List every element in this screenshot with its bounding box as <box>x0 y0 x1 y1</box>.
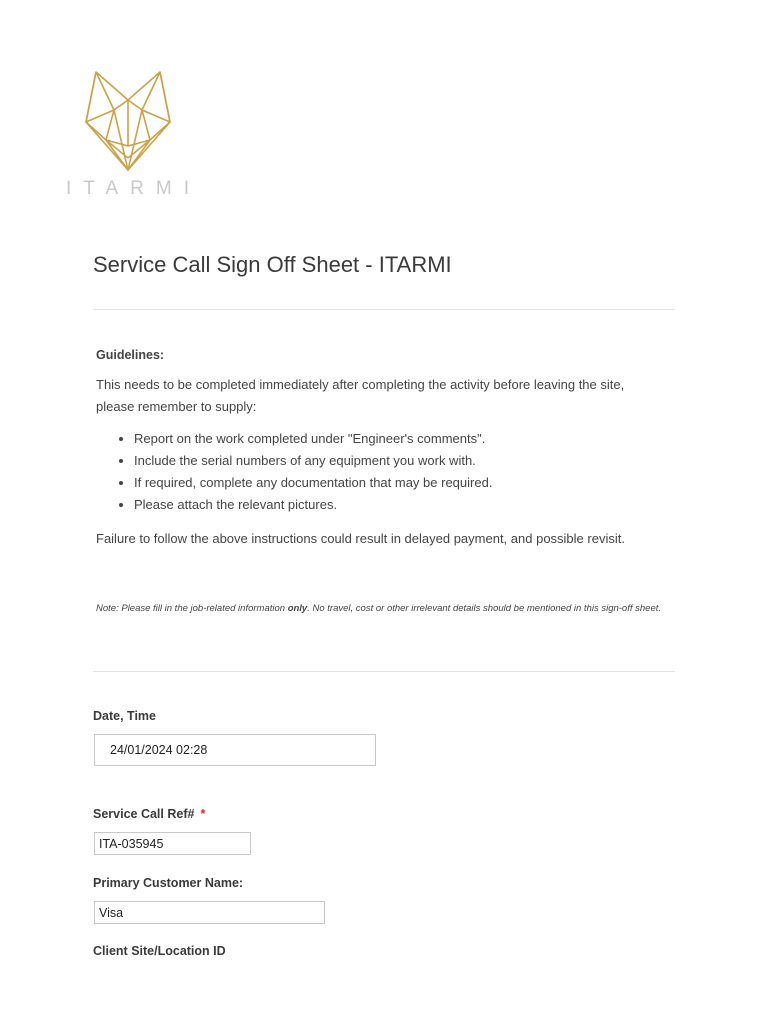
required-mark: * <box>200 807 206 821</box>
guidelines-title: Guidelines: <box>96 348 165 362</box>
guideline-item: • Please attach the relevant pictures. <box>134 494 666 516</box>
datetime-input[interactable] <box>94 734 376 766</box>
customer-name-input[interactable] <box>94 901 325 924</box>
guideline-item: • Report on the work completed under "Engineer's comments". <box>134 428 666 450</box>
note-text <box>96 598 666 620</box>
wolf-logo-icon <box>66 70 190 174</box>
note-before: Note: Please fill in the job-related information <box>96 603 288 614</box>
guidelines-intro: This needs to be completed immediately after completing the activity before leaving the site, please remember to supply: <box>96 377 625 414</box>
note-emphasis: only <box>287 603 308 614</box>
site-location-label: Client Site/Location ID <box>93 944 226 958</box>
logo-wordmark: ITARMI <box>66 178 201 199</box>
datetime-label: Date, Time <box>93 709 156 723</box>
note-after: . No travel, cost or other irrelevant details should be mentioned in this sign-off sheet. <box>307 603 662 614</box>
guideline-item: • Include the serial numbers of any equipment you work with. <box>134 450 666 472</box>
customer-name-label: Primary Customer Name: <box>93 876 244 890</box>
guidelines-warning: Failure to follow the above instructions could result in delayed payment, and possible revisit. <box>96 531 625 546</box>
service-ref-label <box>93 807 205 821</box>
section-divider <box>93 671 675 672</box>
guidelines-section <box>96 344 666 550</box>
service-ref-label-text: Service Call Ref# <box>93 807 195 821</box>
guidelines-list <box>96 428 666 516</box>
service-ref-input[interactable] <box>94 832 251 855</box>
title-divider <box>93 309 675 310</box>
page-title: Service Call Sign Off Sheet - ITARMI <box>93 252 452 277</box>
guideline-item: • If required, complete any documentation that may be required. <box>134 472 666 494</box>
